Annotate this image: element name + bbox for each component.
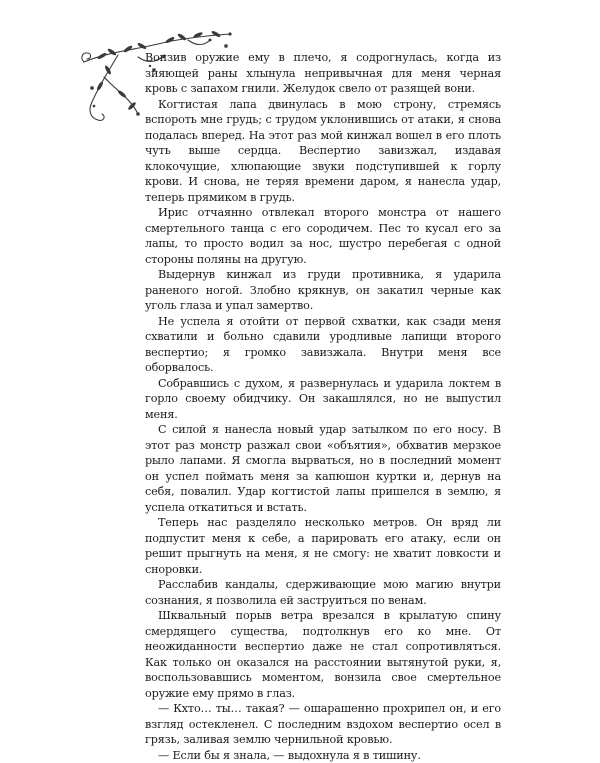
paragraph-4: Выдернув кинжал из груди противника, я ударила раненого ногой. Злобно крякнув, он закатил черные как уголь глаза и упал замертво. [145, 267, 501, 314]
paragraph-12: — Если бы я знала, — выдохнула я в тишину. [145, 748, 501, 763]
paragraph-10: Шквальный порыв ветра врезался в крылатую спину смердящего существа, подтолкнув его ко мне. От неожиданности веспертио даже не стал сопротивляться. Как только он оказался на расстоянии вытянутой руки, я, воспользовавшись моментом, вонзила свое смертельное оружие ему прямо в глаз. [145, 608, 501, 701]
paragraph-8: Теперь нас разделяло несколько метров. Он вряд ли подпустит меня к себе, а парировать его атаку, если он решит прыгнуть на меня, я не смогу: не хватит ловкости и сноровки. [145, 515, 501, 577]
book-page-text [145, 50, 501, 763]
paragraph-7: С силой я нанесла новый удар затылком по его носу. В этот раз монстр разжал свои «объятия», обхватив мерзкое рыло лапами. Я смогла вырваться, но в последний момент он успел поймать меня за капюшон куртки и, дернув на себя, повалил. Удар когтистой лапы пришелся в землю, я успела откатиться и встать. [145, 422, 501, 515]
paragraph-2: Когтистая лапа двинулась в мою строну, стремясь вспороть мне грудь; с трудом уклонившись от атаки, я снова подалась вперед. На этот раз мой кинжал вошел в его плоть чуть выше сердца. Веспертио завизжал, издавая клокочущие, хлюпающие звуки подступившей к горлу крови. И снова, не теряя времени даром, я нанесла удар, теперь прямиком в грудь. [145, 97, 501, 206]
paragraph-11: — Кхто… ты… такая? — ошарашенно прохрипел он, и его взгляд остекленел. С последним вздохом веспертио осел в грязь, заливая землю чернильной кровью. [145, 701, 501, 748]
paragraph-1: Вонзив оружие ему в плечо, я содрогнулась, когда из зияющей раны хлынула непривычная для меня черная кровь с запахом гнили. Желудок свело от разящей вони. [145, 50, 501, 97]
paragraph-6: Собравшись с духом, я развернулась и ударила локтем в горло своему обидчику. Он закашлялся, но не выпустил меня. [145, 376, 501, 423]
paragraph-3: Ирис отчаянно отвлекал второго монстра от нашего смертельного танца с его сородичем. Пес то кусал его за лапы, то просто водил за нос, шустро перебегая с одной стороны поляны на другую. [145, 205, 501, 267]
paragraph-5: Не успела я отойти от первой схватки, как сзади меня схватили и больно сдавили уродливые лапищи второго веспертио; я громко завизжала. Внутри меня все оборвалось. [145, 314, 501, 376]
paragraph-9: Расслабив кандалы, сдерживающие мою магию внутри сознания, я позволила ей заструиться по венам. [145, 577, 501, 608]
